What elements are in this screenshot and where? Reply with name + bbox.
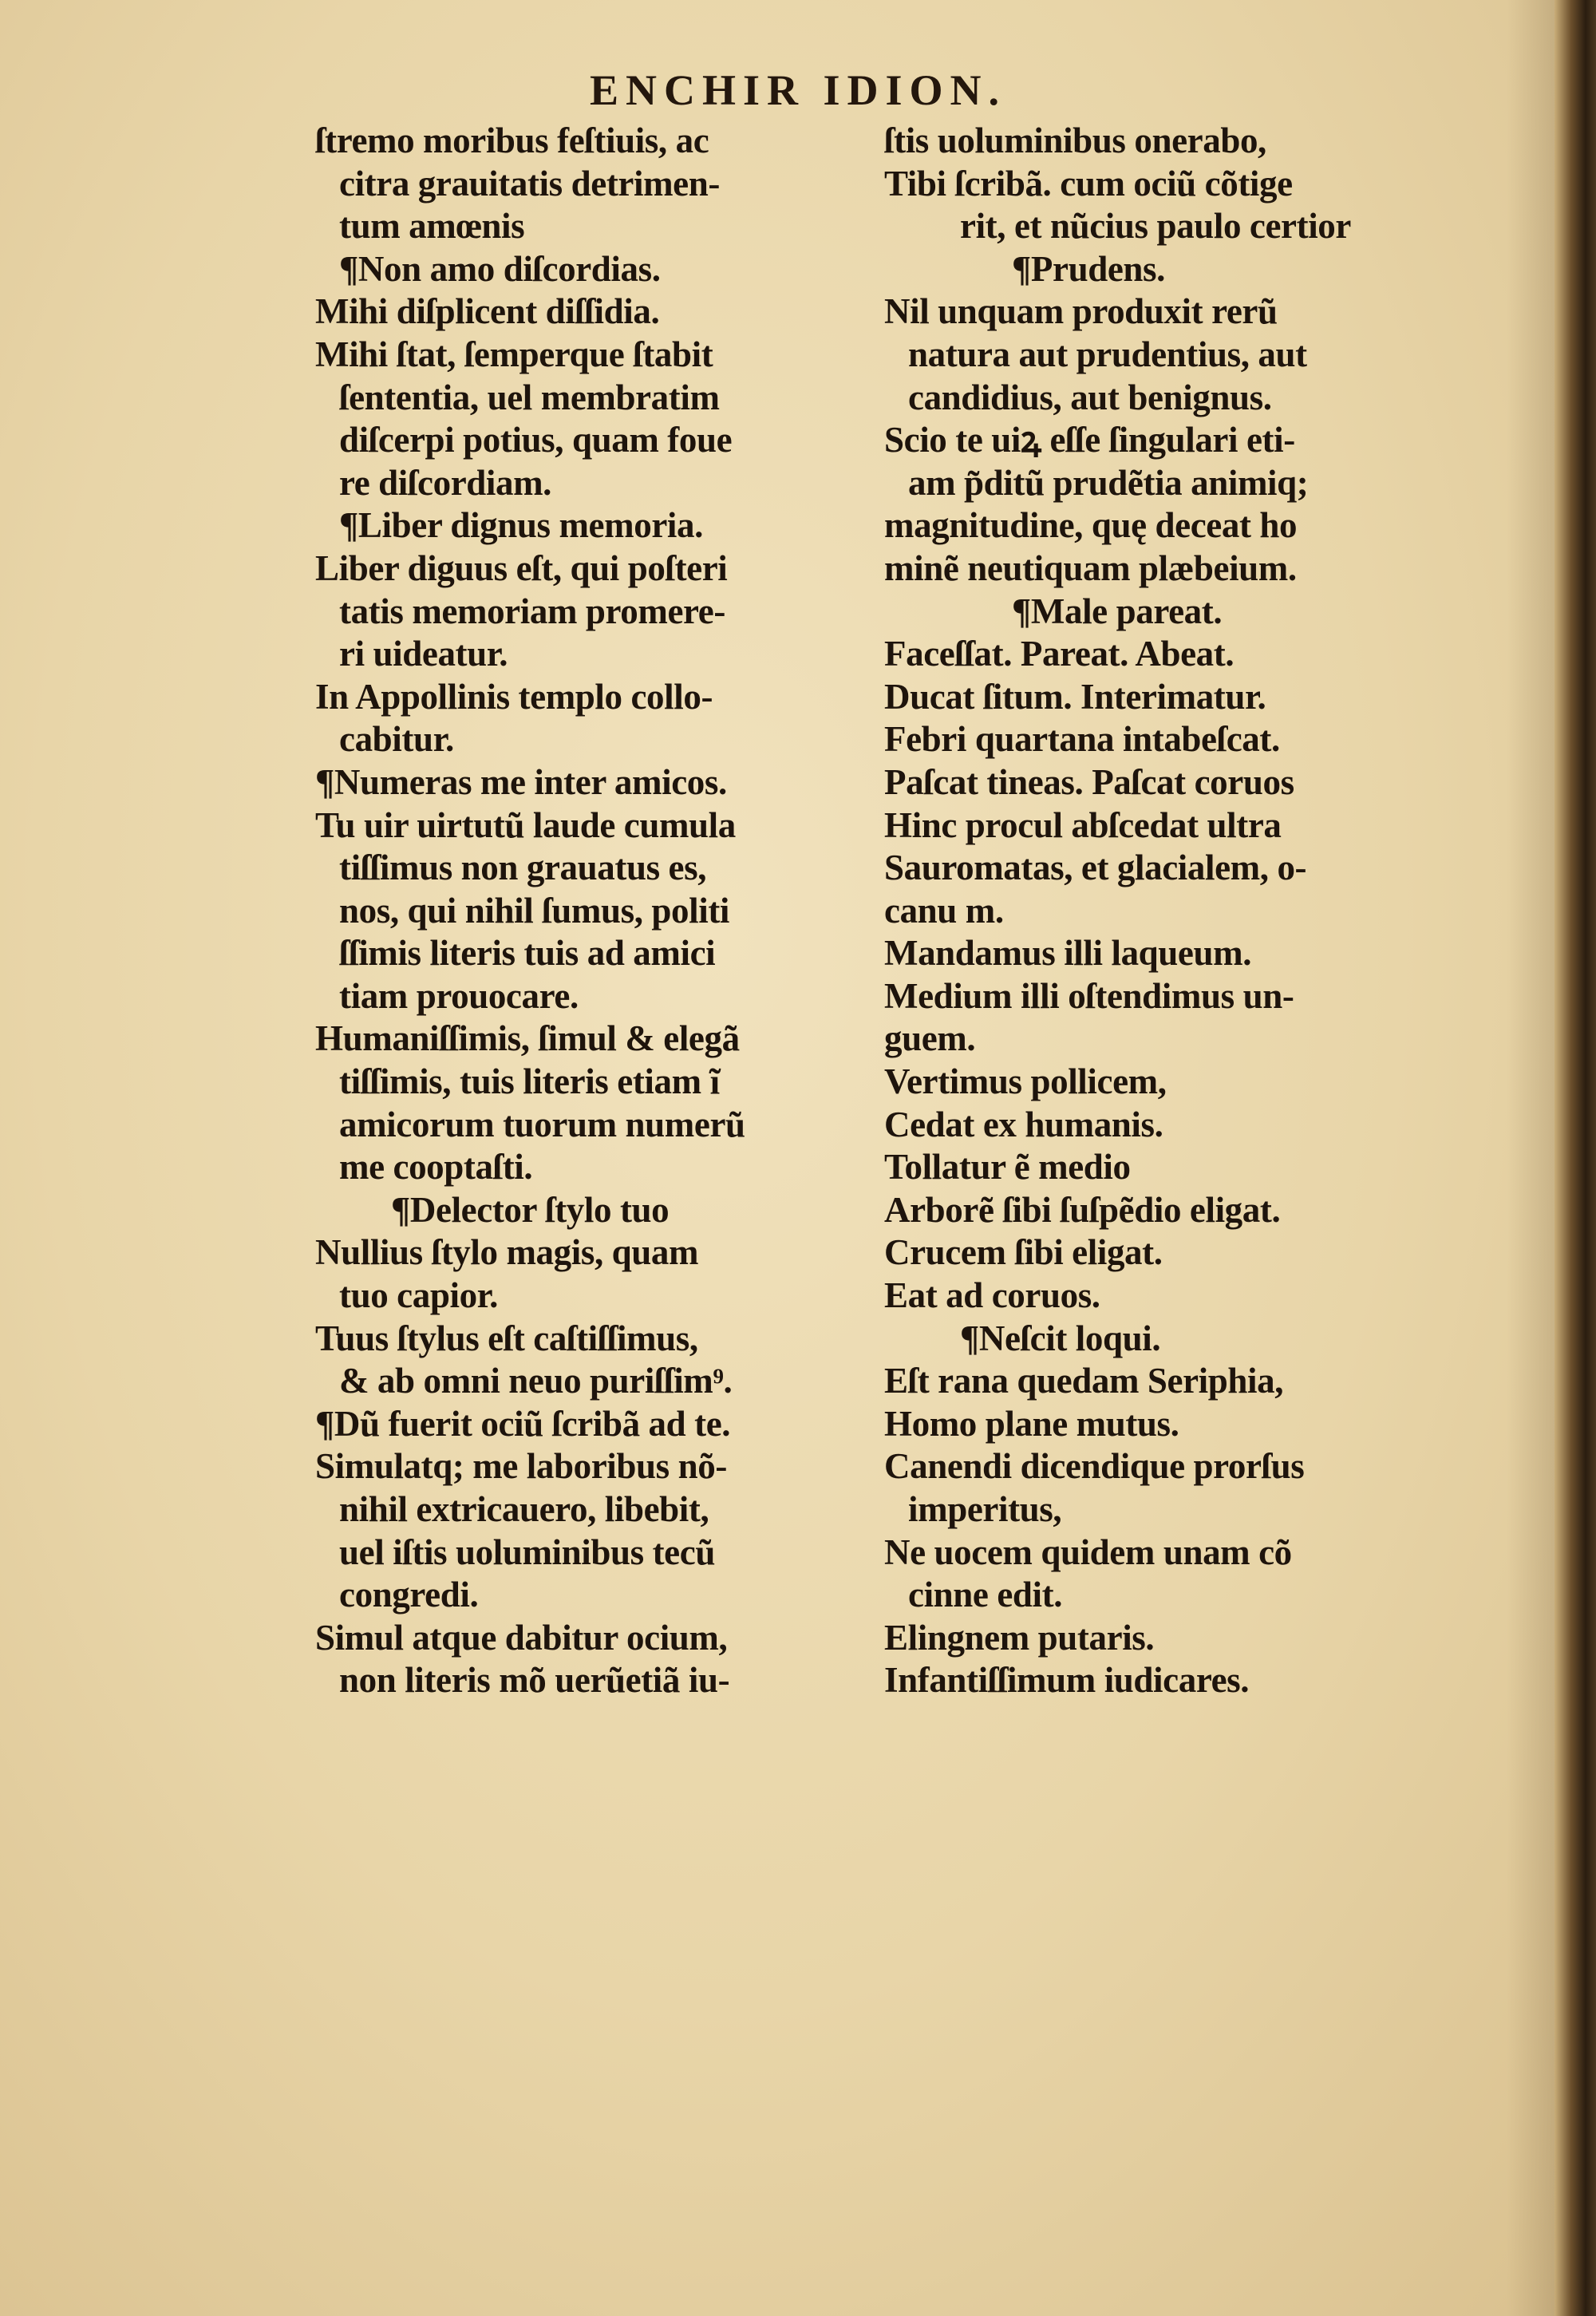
left-line: ri uideatur. <box>339 634 508 674</box>
left-line: Liber diguus eſt, qui poſteri <box>315 547 728 588</box>
right-line: Hinc procul abſcedat ultra <box>884 804 1282 845</box>
left-line: tum amœnis <box>339 206 525 247</box>
right-line: Tollatur ẽ medio <box>884 1147 1131 1188</box>
left-line: ſtremo moribus feſtiuis, ac <box>315 121 709 160</box>
right-line: Eſt rana quedam Seriphia, <box>884 1361 1284 1401</box>
right-line: ſtis uoluminibus onerabo, <box>884 121 1266 160</box>
left-line: amicorum tuorum numerũ <box>339 1104 745 1144</box>
right-line: am p̃ditũ prudẽtia animiq; <box>908 462 1309 503</box>
left-heading: ¶Liber dignus memoria. <box>339 505 703 546</box>
left-line: tuo capior. <box>339 1275 498 1316</box>
left-line: non literis mõ uerũetiã iu- <box>339 1660 730 1701</box>
right-heading: ¶Male pareat. <box>1012 591 1223 631</box>
right-line: cinne edit. <box>908 1575 1063 1615</box>
left-line: uel iſtis uoluminibus tecũ <box>339 1531 715 1572</box>
left-line: diſcerpi potius, quam foue <box>339 420 733 460</box>
right-heading: ¶Neſcit loqui. <box>960 1318 1161 1358</box>
left-line: congredi. <box>339 1575 479 1615</box>
right-line: Mandamus illi laqueum. <box>884 933 1252 974</box>
right-line: candidius, aut benignus. <box>908 377 1272 417</box>
left-line: tiſſimis, tuis literis etiam ĩ <box>339 1061 720 1102</box>
left-line: In Appollinis templo collo- <box>315 676 713 717</box>
right-line: magnitudine, quę deceat ho <box>884 505 1298 546</box>
left-line: cabitur. <box>339 719 454 760</box>
left-line: Simulatq; me laboribus nõ- <box>315 1446 727 1487</box>
right-line: Nil unquam produxit rerũ <box>884 291 1278 332</box>
right-line: Tibi ſcribã. cum ociũ cõtige <box>884 163 1293 204</box>
left-line: nos, qui nihil ſumus, politi <box>339 890 730 931</box>
right-line: Crucem ſibi eligat. <box>884 1232 1163 1273</box>
book-gutter <box>1555 0 1596 2316</box>
left-heading: ¶Dũ fuerit ociũ ſcribã ad te. <box>315 1403 731 1444</box>
left-line: Simul atque dabitur ocium, <box>315 1617 728 1658</box>
left-line: Tu uir uirtutũ laude cumula <box>315 804 736 845</box>
right-line: Homo plane mutus. <box>884 1403 1179 1444</box>
right-line: Ne uocem quidem unam cõ <box>884 1531 1292 1572</box>
right-line: guem. <box>884 1018 976 1059</box>
right-line: Faceſſat. Pareat. Abeat. <box>884 634 1235 674</box>
right-line: Ducat ſitum. Interimatur. <box>884 676 1266 717</box>
left-line: Mihi diſplicent diſſidia. <box>315 291 660 332</box>
right-line: Canendi dicendique prorſus <box>884 1446 1305 1487</box>
right-line: Paſcat tineas. Paſcat coruos <box>884 761 1294 802</box>
left-heading: ¶Numeras me inter amicos. <box>315 761 727 802</box>
left-line: tiſſimus non grauatus es, <box>339 848 707 888</box>
right-line: Elingnem putaris. <box>884 1617 1155 1658</box>
right-line: imperitus, <box>908 1489 1062 1529</box>
right-line: Scio te uiꝝ eſſe ſingulari eti- <box>884 420 1295 460</box>
left-line: me cooptaſti. <box>339 1147 533 1188</box>
left-line: ſſimis literis tuis ad amici <box>339 933 716 974</box>
right-line: natura aut prudentius, aut <box>908 334 1307 374</box>
left-line: tatis memoriam promere- <box>339 591 725 631</box>
right-line: Febri quartana intabeſcat. <box>884 719 1280 760</box>
right-line: Sauromatas, et glacialem, o- <box>884 848 1307 888</box>
left-line: tiam prouocare. <box>339 975 579 1016</box>
left-line: Mihi ſtat, ſemperque ſtabit <box>315 334 713 374</box>
right-line: Medium illi oſtendimus un- <box>884 975 1294 1016</box>
right-line: canu m. <box>884 890 1004 931</box>
running-header: ENCHIR IDION. <box>589 66 1007 114</box>
right-line: Arborẽ ſibi ſuſpẽdio eligat. <box>884 1189 1281 1230</box>
left-line: Tuus ſtylus eſt caſtiſſimus, <box>315 1318 698 1358</box>
left-line: citra grauitatis detrimen- <box>339 163 720 204</box>
page-edge-shadow <box>1507 0 1555 2316</box>
left-column <box>315 120 874 1702</box>
right-line: Infantiſſimum iudicares. <box>884 1660 1250 1701</box>
left-line: re diſcordiam. <box>339 462 552 503</box>
right-line: Vertimus pollicem, <box>884 1061 1167 1102</box>
left-line: ſententia, uel membratim <box>339 377 720 417</box>
right-line: Eat ad coruos. <box>884 1275 1100 1316</box>
right-column <box>884 120 1459 1702</box>
right-heading: ¶Prudens. <box>1012 248 1165 289</box>
left-line: Humaniſſimis, ſimul & elegã <box>315 1018 740 1059</box>
left-line: Nullius ſtylo magis, quam <box>315 1232 699 1273</box>
right-line: minẽ neutiquam plæbeium. <box>884 547 1297 588</box>
left-heading: ¶Non amo diſcordias. <box>339 248 661 289</box>
right-line: Cedat ex humanis. <box>884 1104 1163 1144</box>
left-line: nihil extricauero, libebit, <box>339 1489 709 1529</box>
left-line: & ab omni neuo puriſſim⁹. <box>339 1361 733 1401</box>
right-line: rit, et nũcius paulo certior <box>960 206 1351 247</box>
left-heading: ¶Delector ſtylo tuo <box>391 1189 670 1230</box>
